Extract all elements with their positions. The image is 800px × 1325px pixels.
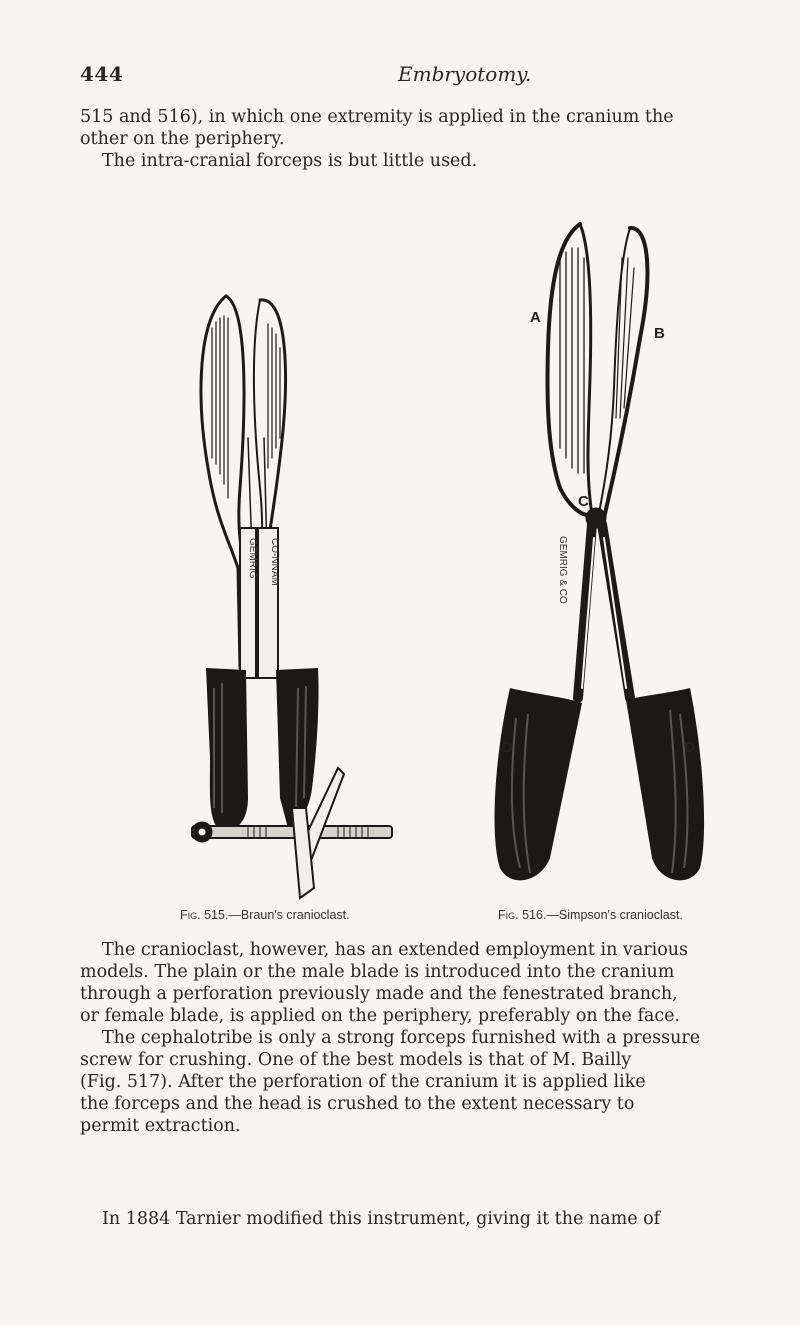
text-line: (Fig. 517). After the perforation of the cranium it is applied like: [80, 1072, 646, 1092]
figure-515-title: —Braun's cranioclast.: [228, 908, 350, 922]
text-line: screw for crushing. One of the best models is that of M. Bailly: [80, 1050, 632, 1070]
text-line: The cephalotribe is only a strong forceps furnished with a pressure: [102, 1028, 701, 1048]
paragraph-continuation: [80, 106, 740, 150]
label-d-right: D: [684, 739, 695, 756]
page-number: 444: [80, 62, 124, 86]
text-line: permit extraction.: [80, 1116, 241, 1136]
figure-516-number: Fig. 516.: [498, 908, 547, 922]
figure-braun-cranioclast: [188, 288, 400, 908]
stamp-text: GEMRIG: [247, 538, 258, 579]
stamp-text-2: CO-NNAM: [269, 538, 280, 586]
figure-516-caption: [498, 908, 683, 922]
text-line: other on the periphery.: [80, 129, 285, 149]
figure-515-caption: [180, 908, 350, 922]
figure-515-number: Fig. 515.: [180, 908, 229, 922]
label-c: C: [578, 493, 589, 510]
text-line: or female blade, is applied on the periphery, preferably on the face.: [80, 1006, 681, 1026]
figure-516-title: —Simpson's cranioclast.: [546, 908, 683, 922]
text-line: through a perforation previously made and the fenestrated branch,: [80, 984, 678, 1004]
paragraph-cranioclast: [80, 939, 740, 1137]
running-head: Embryotomy.: [398, 62, 532, 86]
text-line: models. The plain or the male blade is introduced into the cranium: [80, 962, 675, 982]
text-line: 515 and 516), in which one extremity is applied in the cranium the: [80, 107, 674, 127]
label-b: B: [654, 325, 665, 342]
text-line: The cranioclast, however, has an extended employment in various: [102, 940, 689, 960]
paragraph-intra-cranial: The intra-cranial forceps is but little used.: [102, 151, 478, 171]
page-header: [80, 62, 720, 92]
stamp-text: GEMRIG & CO: [557, 536, 568, 604]
figure-simpson-cranioclast: [480, 218, 720, 903]
text-line: the forceps and the head is crushed to the extent necessary to: [80, 1094, 635, 1114]
label-a: A: [530, 309, 541, 326]
paragraph-tarnier: In 1884 Tarnier modified this instrument, giving it the name of: [102, 1209, 661, 1229]
label-d-left: D: [502, 739, 513, 756]
